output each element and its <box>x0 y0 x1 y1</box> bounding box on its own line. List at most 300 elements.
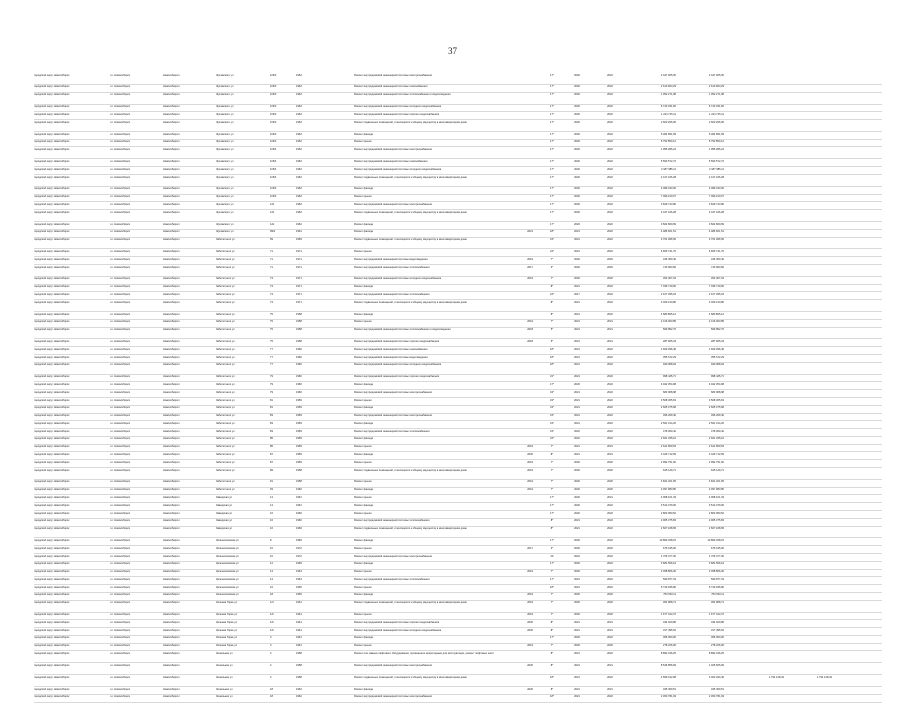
table-row <box>34 421 882 429</box>
cost-total-cell: 7 090 210,67 <box>660 195 676 199</box>
cost-total-cell: 1 244 715,11 <box>661 112 676 116</box>
year-from-cell: 2021 <box>574 421 580 425</box>
cost-total-cell: 2 453 781,93 <box>660 695 676 699</box>
work-type-cell: Ремонт внутридомовой инженерной системы теплоснабжения <box>354 519 430 523</box>
settlement-cell: г.о. Новосибирск <box>110 187 130 191</box>
house-cell: 83 <box>270 421 273 425</box>
category-cell: 8* <box>550 663 554 667</box>
year-built-cell: 1959 <box>296 238 302 242</box>
table-row <box>34 488 882 496</box>
work-type-cell: Ремонт внутридомовой инженерной системы теплоснабжения и водоотведения <box>354 93 451 97</box>
table-row <box>34 628 882 636</box>
street-cell: Зеленая Горка ул <box>216 613 238 617</box>
year-to-cell: 2022 <box>607 222 613 226</box>
category-cell: 43* <box>550 390 554 394</box>
street-cell: Зеленхозовская ул <box>216 546 239 550</box>
year-built-cell: 1960 <box>296 375 302 379</box>
house-cell: 4 <box>270 663 272 667</box>
category-cell: 7* <box>550 613 554 617</box>
street-cell: Жуковского ул <box>216 210 234 214</box>
year-from-cell: 2020 <box>574 175 580 179</box>
cost-extra-cell: 1 791 128,34 <box>768 675 784 679</box>
cost-fund-cell: 3 761 996,50 <box>708 238 724 242</box>
work-type-cell: Ремонт внутридомовой инженерной системы горячего водоснабжения <box>354 620 440 624</box>
year-built-cell: 1971 <box>296 300 302 304</box>
cost-fund-cell: 1 677 422,37 <box>708 613 724 617</box>
locality-cell: Новосибирск г <box>163 390 181 394</box>
locality-cell: Новосибирск г <box>163 238 181 242</box>
year-from-cell: 2020 <box>574 159 580 163</box>
locality-cell: Новосибирск г <box>163 132 181 136</box>
locality-cell: Новосибирск г <box>163 593 181 597</box>
house-cell: 115/2 <box>270 140 277 144</box>
municipality-cell: городской округ Новосибирск <box>34 636 70 640</box>
street-cell: Заболотного ул <box>216 429 235 433</box>
locality-cell: Новосибирск г <box>163 570 181 574</box>
cost-total-cell: 2 489 433,00 <box>660 187 676 191</box>
table-row <box>34 613 882 621</box>
cost-extra2-cell: 1 791 128,34 <box>816 675 832 679</box>
municipality-cell: городской округ Новосибирск <box>34 539 70 543</box>
locality-cell: Новосибирск г <box>163 695 181 699</box>
house-cell: 115/2 <box>270 112 277 116</box>
house-cell: 79 <box>270 390 273 394</box>
house-cell: 18 <box>270 695 273 699</box>
table-row <box>34 593 882 601</box>
year-from-cell: 2021 <box>574 628 580 632</box>
cost-total-cell: 446 360,40 <box>663 257 676 261</box>
year-to-cell: 2021 <box>607 496 613 500</box>
municipality-cell: городской округ Новосибирск <box>34 663 70 667</box>
table-row <box>34 675 882 687</box>
cost-total-cell: 599 892,70 <box>663 328 676 332</box>
year-built-cell: 1962 <box>296 175 302 179</box>
year-to-cell: 2022 <box>607 539 613 543</box>
year-from-cell: 2020 <box>574 636 580 640</box>
cost-total-cell: 6 666 731,70 <box>660 249 676 253</box>
work-type-cell: Ремонт крыши <box>354 398 372 402</box>
work-type-cell: Ремонт подвальных помещений, относящихся к общему имуществу в многоквартирном доме <box>354 601 467 605</box>
year-from-cell: 2020 <box>574 480 580 484</box>
street-cell: Заболотного ул <box>216 312 235 316</box>
work-type-cell: Ремонт фасада <box>354 187 373 191</box>
prior-year-cell: 2020 <box>527 628 533 632</box>
year-built-cell: 1959 <box>296 398 302 402</box>
settlement-cell: г.о. Новосибирск <box>110 593 130 597</box>
house-cell: 71 <box>270 265 273 269</box>
cost-fund-cell: 345 309,51 <box>711 687 724 691</box>
street-cell: Заболотного ул <box>216 480 235 484</box>
cost-fund-cell: 1 609 396,46 <box>708 347 724 351</box>
municipality-cell: городской округ Новосибирск <box>34 695 70 699</box>
work-type-cell: Ремонт фасада <box>354 636 373 640</box>
cost-fund-cell: 2 458 866,30 <box>708 570 724 574</box>
table-row <box>34 105 882 113</box>
cost-total-cell: 7 036 719,60 <box>660 285 676 289</box>
street-cell: Заболотного ул <box>216 292 235 296</box>
table-row <box>34 187 882 195</box>
cost-total-cell: 683 968,98 <box>663 390 676 394</box>
category-cell: 8* <box>550 453 554 457</box>
year-built-cell: 1972 <box>296 554 302 558</box>
cost-total-cell: 2 803 383,52 <box>660 511 676 515</box>
table-row <box>34 601 882 613</box>
municipality-cell: городской округ Новосибирск <box>34 277 70 281</box>
year-from-cell: 2020 <box>574 383 580 387</box>
year-to-cell: 2022 <box>607 652 613 656</box>
municipality-cell: городской округ Новосибирск <box>34 554 70 558</box>
municipality-cell: городской округ Новосибирск <box>34 577 70 581</box>
house-cell: 16 <box>270 519 273 523</box>
street-cell: Заболотного ул <box>216 383 235 387</box>
street-cell: Заболотного ул <box>216 320 235 324</box>
year-from-cell: 2022 <box>574 554 580 558</box>
category-cell: 17* <box>550 159 554 163</box>
municipality-cell: городской округ Новосибирск <box>34 468 70 472</box>
cost-total-cell: 4 580 865,12 <box>660 312 676 316</box>
category-cell: 7* <box>550 644 554 648</box>
municipality-cell: городской округ Новосибирск <box>34 132 70 136</box>
municipality-cell: городской округ Новосибирск <box>34 159 70 163</box>
work-type-cell: Ремонт внутридомовой инженерной системы холодного водоснабжения <box>354 105 442 109</box>
year-built-cell: 1962 <box>296 167 302 171</box>
year-from-cell: 2021 <box>574 695 580 699</box>
year-built-cell: 1960 <box>296 527 302 531</box>
year-to-cell: 2022 <box>607 93 613 97</box>
municipality-cell: городской округ Новосибирск <box>34 375 70 379</box>
street-cell: Зеленая Горка ул <box>216 601 238 605</box>
year-built-cell: 1959 <box>296 453 302 457</box>
house-cell: 1/9 <box>270 613 274 617</box>
street-cell: Заболотного ул <box>216 437 235 441</box>
house-cell: 81 <box>270 398 273 402</box>
work-type-cell: Ремонт внутридомовой инженерной системы водоотведения <box>354 257 428 261</box>
cost-fund-cell: 5 364 891,59 <box>708 132 724 136</box>
cost-total-cell: 3 409 210,80 <box>660 300 676 304</box>
locality-cell: Новосибирск г <box>163 601 181 605</box>
house-cell: 121 <box>270 210 275 214</box>
locality-cell: Новосибирск г <box>163 187 181 191</box>
municipality-cell: городской округ Новосибирск <box>34 527 70 531</box>
table-row <box>34 257 882 265</box>
cost-fund-cell: 683 968,98 <box>711 390 724 394</box>
work-type-cell: Ремонт внутридомовой инженерной системы электроснабжения <box>354 148 432 152</box>
category-cell: 43* <box>550 421 554 425</box>
cost-fund-cell: 3 402 494,46 <box>708 675 724 679</box>
municipality-cell: городской округ Новосибирск <box>34 340 70 344</box>
locality-cell: Новосибирск г <box>163 222 181 226</box>
settlement-cell: г.о. Новосибирск <box>110 93 130 97</box>
settlement-cell: г.о. Новосибирск <box>110 222 130 226</box>
prior-year-cell: 2017 <box>527 265 533 269</box>
work-type-cell: Ремонт подвальных помещений, относящихся к общему имуществу в многоквартирном доме <box>354 300 467 304</box>
municipality-cell: городской округ Новосибирск <box>34 73 70 77</box>
year-built-cell: 1962 <box>296 85 302 89</box>
street-cell: Заболотного ул <box>216 406 235 410</box>
municipality-cell: городской округ Новосибирск <box>34 328 70 332</box>
year-to-cell: 2020 <box>607 593 613 597</box>
cost-total-cell: 2 992 751,60 <box>660 460 676 464</box>
settlement-cell: г.о. Новосибирск <box>110 112 130 116</box>
settlement-cell: г.о. Новосибирск <box>110 652 130 656</box>
category-cell: 8* <box>550 300 554 304</box>
work-type-cell: Ремонт внутридомовой инженерной системы холодного водоснабжения <box>354 167 442 171</box>
category-cell: 7* <box>550 277 554 281</box>
work-type-cell: Ремонт фасада <box>354 687 373 691</box>
category-cell: 17* <box>550 222 554 226</box>
municipality-cell: городской округ Новосибирск <box>34 105 70 109</box>
cost-fund-cell: 3 824 809,69 <box>708 222 724 226</box>
cost-total-cell: 4 942 354,98 <box>660 383 676 387</box>
work-type-cell: Ремонт фасада <box>354 383 373 387</box>
year-from-cell: 2021 <box>574 406 580 410</box>
cost-total-cell: 2 458 866,30 <box>660 570 676 574</box>
year-to-cell: 2022 <box>607 175 613 179</box>
year-to-cell: 2022 <box>607 238 613 242</box>
prior-year-cell: 2019 <box>527 601 533 605</box>
street-cell: Заболотного ул <box>216 363 235 367</box>
table-row <box>34 249 882 257</box>
locality-cell: Новосибирск г <box>163 159 181 163</box>
settlement-cell: г.о. Новосибирск <box>110 320 130 324</box>
cost-fund-cell: 3 409 210,80 <box>708 300 724 304</box>
work-type-cell: Ремонт внутридомовой инженерной системы теплоснабжения <box>354 265 430 269</box>
cost-fund-cell: 1 706 377,00 <box>708 554 724 558</box>
table-row <box>34 167 882 175</box>
municipality-cell: городской округ Новосибирск <box>34 347 70 351</box>
house-cell: 87 <box>270 453 273 457</box>
table-row <box>34 577 882 585</box>
year-from-cell: 2020 <box>574 187 580 191</box>
category-cell: 18* <box>550 347 554 351</box>
street-cell: Зеленхозовская ул <box>216 570 239 574</box>
year-from-cell: 2021 <box>574 620 580 624</box>
locality-cell: Новосибирск г <box>163 577 181 581</box>
street-cell: Заболотного ул <box>216 460 235 464</box>
settlement-cell: г.о. Новосибирск <box>110 539 130 543</box>
house-cell: 115/2 <box>270 93 277 97</box>
year-from-cell: 2021 <box>574 519 580 523</box>
house-cell: 77 <box>270 363 273 367</box>
cost-total-cell: 753 603,11 <box>663 593 676 597</box>
year-to-cell: 2020 <box>607 613 613 617</box>
house-cell: 8 <box>270 539 272 543</box>
municipality-cell: городской округ Новосибирск <box>34 230 70 234</box>
category-cell: 17* <box>550 195 554 199</box>
category-cell: 7* <box>550 257 554 261</box>
year-from-cell: 2020 <box>574 202 580 206</box>
house-cell: 1/4 <box>270 601 274 605</box>
house-cell: 14 <box>270 496 273 500</box>
municipality-cell: городской округ Новосибирск <box>34 312 70 316</box>
municipality-cell: городской округ Новосибирск <box>34 593 70 597</box>
settlement-cell: г.о. Новосибирск <box>110 519 130 523</box>
cost-fund-cell: 2 992 751,60 <box>708 460 724 464</box>
table-row <box>34 73 882 85</box>
table-row <box>34 159 882 167</box>
table-row <box>34 503 882 511</box>
street-cell: Заболотного ул <box>216 238 235 242</box>
locality-cell: Новосибирск г <box>163 613 181 617</box>
street-cell: Зеленхозовская ул <box>216 593 239 597</box>
house-cell: 14 <box>270 577 273 581</box>
year-from-cell: 2020 <box>574 488 580 492</box>
cost-total-cell: 2 417 246,28 <box>660 175 676 179</box>
category-cell: 17* <box>550 73 554 77</box>
table-row <box>34 620 882 628</box>
street-cell: Заболотного ул <box>216 277 235 281</box>
street-cell: Заводская ул <box>216 527 233 531</box>
cost-fund-cell: 2 489 433,00 <box>708 187 724 191</box>
year-to-cell: 2020 <box>607 257 613 261</box>
house-cell: 87 <box>270 460 273 464</box>
municipality-cell: городской округ Новосибирск <box>34 175 70 179</box>
street-cell: Жуковского ул <box>216 112 234 116</box>
house-cell: 73 <box>270 277 273 281</box>
municipality-cell: городской округ Новосибирск <box>34 406 70 410</box>
cost-total-cell: 3 426 712,65 <box>660 453 676 457</box>
cost-fund-cell: 2 561 314,20 <box>708 421 724 425</box>
street-cell: Жуковского ул <box>216 148 234 152</box>
settlement-cell: г.о. Новосибирск <box>110 636 130 640</box>
municipality-cell: городской округ Новосибирск <box>34 445 70 449</box>
locality-cell: Новосибирск г <box>163 527 181 531</box>
year-from-cell: 2021 <box>574 652 580 656</box>
locality-cell: Новосибирск г <box>163 112 181 116</box>
locality-cell: Новосибирск г <box>163 687 181 691</box>
year-from-cell: 2021 <box>574 414 580 418</box>
year-to-cell: 2022 <box>607 167 613 171</box>
year-to-cell: 2020 <box>607 460 613 464</box>
prior-year-cell: 2019 <box>527 570 533 574</box>
year-built-cell: 1962 <box>296 695 302 699</box>
street-cell: Жуковского ул <box>216 167 234 171</box>
table-row <box>34 292 882 300</box>
cost-total-cell: 5 729 945,80 <box>660 585 676 589</box>
settlement-cell: г.о. Новосибирск <box>110 644 130 648</box>
category-cell: 17* <box>550 636 554 640</box>
category-cell: 8* <box>550 519 554 523</box>
cost-fund-cell: 278 226,00 <box>711 644 724 648</box>
locality-cell: Новосибирск г <box>163 620 181 624</box>
settlement-cell: г.о. Новосибирск <box>110 695 130 699</box>
municipality-cell: городской округ Новосибирск <box>34 585 70 589</box>
cost-total-cell: 940 968,94 <box>663 363 676 367</box>
work-type-cell: Ремонт внутридомовой инженерной системы горячего водоснабжения <box>354 340 440 344</box>
work-type-cell: Ремонт внутридомовой инженерной системы электроснабжения <box>354 73 432 77</box>
municipality-cell: городской округ Новосибирск <box>34 120 70 124</box>
work-type-cell: Ремонт фасада <box>354 421 373 425</box>
year-to-cell: 2022 <box>607 398 613 402</box>
cost-fund-cell: 3 512 379,00 <box>708 503 724 507</box>
year-to-cell: 2022 <box>607 148 613 152</box>
municipality-cell: городской округ Новосибирск <box>34 437 70 441</box>
prior-year-cell: 2020 <box>527 620 533 624</box>
work-type-cell: Ремонт фасада <box>354 488 373 492</box>
settlement-cell: г.о. Новосибирск <box>110 363 130 367</box>
house-cell: 10 <box>270 554 273 558</box>
cost-fund-cell: 2 641 809,53 <box>708 445 724 449</box>
cost-total-cell: 2 107 395,03 <box>660 292 676 296</box>
municipality-cell: городской округ Новосибирск <box>34 570 70 574</box>
cost-total-cell: 287 825,33 <box>663 340 676 344</box>
locality-cell: Новосибирск г <box>163 644 181 648</box>
prior-year-cell: 2020 <box>527 453 533 457</box>
table-row <box>34 339 882 347</box>
settlement-cell: г.о. Новосибирск <box>110 230 130 234</box>
cost-total-cell: 2 641 809,53 <box>660 445 676 449</box>
table-row <box>34 663 882 675</box>
street-cell: Зональная ул <box>216 675 233 679</box>
settlement-cell: г.о. Новосибирск <box>110 202 130 206</box>
house-cell: 115/4 <box>270 187 277 191</box>
category-cell: 17* <box>550 132 554 136</box>
cost-fund-cell: 4 580 865,12 <box>708 312 724 316</box>
table-row <box>34 519 882 527</box>
locality-cell: Новосибирск г <box>163 445 181 449</box>
cost-fund-cell: 3 508 365,63 <box>708 398 724 402</box>
work-type-cell: Ремонт подвальных помещений, относящихся к общему имуществу в многоквартирном доме <box>354 175 467 179</box>
cost-total-cell: 8 892 346,25 <box>660 652 676 656</box>
house-cell: 16 <box>270 511 273 515</box>
settlement-cell: г.о. Новосибирск <box>110 570 130 574</box>
table-row <box>34 585 882 593</box>
settlement-cell: г.о. Новосибирск <box>110 167 130 171</box>
category-cell: 17* <box>550 511 554 515</box>
category-cell: 7* <box>550 320 554 324</box>
category-cell: 17* <box>550 562 554 566</box>
prior-year-cell: 2021 <box>527 230 533 234</box>
locality-cell: Новосибирск г <box>163 312 181 316</box>
year-built-cell: 1958 <box>296 652 302 656</box>
settlement-cell: г.о. Новосибирск <box>110 105 130 109</box>
year-built-cell: 1971 <box>296 292 302 296</box>
year-built-cell: 1958 <box>296 312 302 316</box>
prior-year-cell: 2019 <box>527 488 533 492</box>
table-row <box>34 495 882 503</box>
settlement-cell: г.о. Новосибирск <box>110 687 130 691</box>
cost-fund-cell: 6 666 731,70 <box>708 249 724 253</box>
settlement-cell: г.о. Новосибирск <box>110 562 130 566</box>
locality-cell: Новосибирск г <box>163 546 181 550</box>
year-built-cell: 1962 <box>296 112 302 116</box>
year-to-cell: 2022 <box>607 105 613 109</box>
settlement-cell: г.о. Новосибирск <box>110 383 130 387</box>
year-built-cell: 1969 <box>296 562 302 566</box>
year-built-cell: 1960 <box>296 355 302 359</box>
category-cell: 17* <box>550 120 554 124</box>
municipality-cell: городской округ Новосибирск <box>34 628 70 632</box>
table-row <box>34 429 882 437</box>
category-cell: 18* <box>550 363 554 367</box>
year-from-cell: 2021 <box>574 675 580 679</box>
locality-cell: Новосибирск г <box>163 652 181 656</box>
year-to-cell: 2022 <box>607 195 613 199</box>
year-built-cell: 1959 <box>296 429 302 433</box>
locality-cell: Новосибирск г <box>163 175 181 179</box>
house-cell: 4 <box>270 675 272 679</box>
house-cell: 1/9 <box>270 620 274 624</box>
category-cell: 26 <box>550 554 554 558</box>
street-cell: Зеленхозовская ул <box>216 577 239 581</box>
cost-total-cell: 3 508 365,63 <box>660 398 676 402</box>
cost-fund-cell: 4 942 354,98 <box>708 383 724 387</box>
settlement-cell: г.о. Новосибирск <box>110 675 130 679</box>
table-row <box>34 85 882 93</box>
year-to-cell: 2021 <box>607 340 613 344</box>
table-row <box>34 93 882 105</box>
street-cell: Заводская ул <box>216 503 233 507</box>
